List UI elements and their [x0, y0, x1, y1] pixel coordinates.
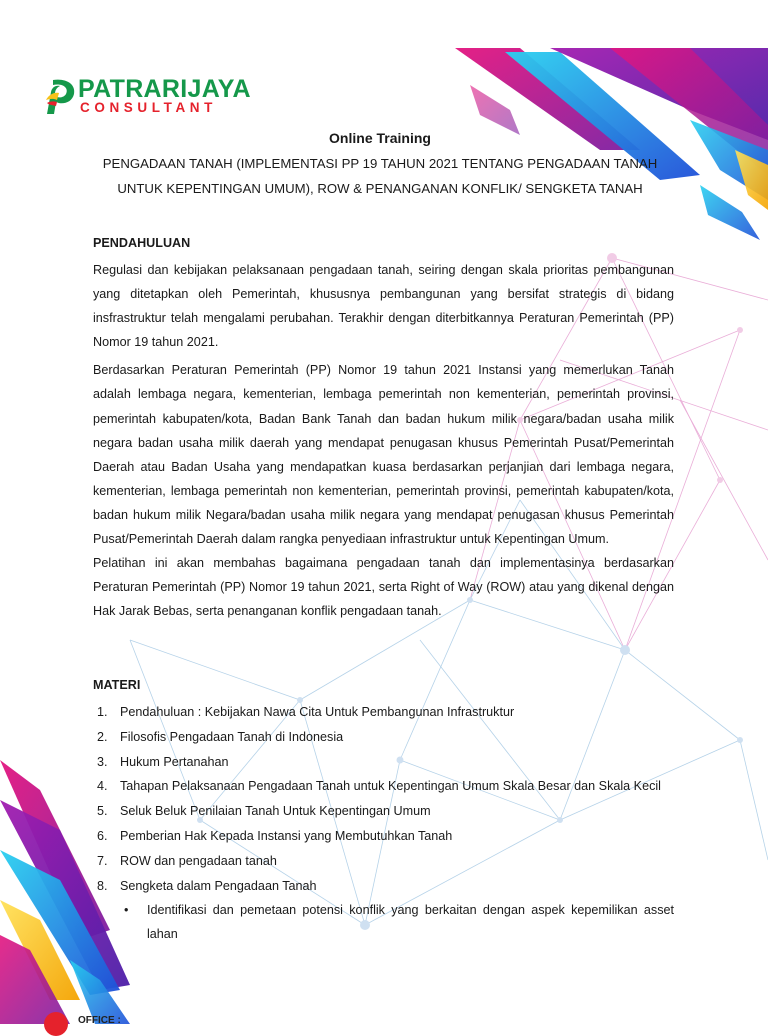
list-item: 8. Sengketa dalam Pengadaan Tanah: [97, 878, 317, 893]
header-title-line-1: PENGADAAN TANAH (IMPLEMENTASI PP 19 TAHUN 2021 TENTANG PENGADAAN TANAH: [102, 156, 658, 171]
paragraph-1: Regulasi dan kebijakan pelaksanaan pengadaan tanah, seiring dengan skala prioritas pembangunan yang ditetapkan oleh Pemerintah, khususnya pembangunan yang bersifat strategis di bidang insfrastruktur telah mengalami perubahan. Terakhir dengan diterbitkannya Peraturan Pemerintah (PP) Nomor 19 tahun 2021.: [93, 263, 674, 350]
list-item: 4. Tahapan Pelaksanaan Pengadaan Tanah untuk Kepentingan Umum Skala Besar dan Skala Kecil: [97, 779, 661, 794]
list-item: 6. Pemberian Hak Kepada Instansi yang Membutuhkan Tanah: [97, 828, 453, 843]
list-item: 5. Seluk Beluk Penilaian Tanah Untuk Kepentingan Umum: [97, 804, 431, 819]
logo-title: PATRARIJAYA: [78, 75, 251, 103]
paragraph-2: Berdasarkan Peraturan Pemerintah (PP) Nomor 19 tahun 2021 Instansi yang memerlukan Tanah adalah lembaga negara, kementerian, lembaga pemerintah non kementerian, pemerintah provinsi, pemerintah kabupaten/kota, Badan Bank Tanah dan badan hukum milik negara/badan usaha milik negara badan usaha milik daerah yang mendapat penugasan khusus Pemerintah Pusat/Pemerintah Daerah atau Badan Usaha yang mendapatkan kuasa berdasarkan perjanjian dari lembaga negara, kementerian, lembaga pemerintah non kementerian, pemerintah provinsi, pemerintah kabupaten/kota, badan hukum milik Negara/badan usaha milik negara yang mendapat penugasan khusus Pemerintah Pusat/Pemerintah Daerah dalam rangka penyediaan infrastruktur untuk Kepentingan Umum.: [93, 363, 674, 547]
logo-mark-icon: [44, 78, 78, 116]
section-pendahuluan: [93, 234, 674, 623]
sub-bullet-text: Identifikasi dan pemetaan potensi konflik yang berkaitan dengan aspek kepemilikan asset lahan: [147, 903, 674, 942]
document-header: [80, 128, 680, 201]
bullet-icon: •: [124, 903, 129, 918]
location-pin-icon: [44, 1012, 68, 1036]
header-kicker: Online Training: [329, 130, 431, 146]
section-heading-materi: MATERI: [93, 678, 141, 692]
logo-subtitle: CONSULTANT: [80, 100, 217, 115]
sub-bullet-item: [93, 898, 674, 946]
company-logo: [44, 76, 254, 116]
list-item: 2. Filosofis Pengadaan Tanah di Indonesia: [97, 729, 344, 744]
paragraph-3: Pelatihan ini akan membahas bagaimana pengadaan tanah dan implementasinya berdasarkan Peraturan Pemerintah (PP) Nomor 19 tahun 2021, serta Right of Way (ROW) atau yang dikenal dengan Hak Jarak Bebas, serta penanganan konflik pengadaan tanah.: [93, 556, 674, 619]
list-item: 3. Hukum Pertanahan: [97, 754, 229, 769]
section-materi: [93, 676, 674, 946]
section-heading-pendahuluan: PENDAHULUAN: [93, 236, 191, 250]
office-label: OFFICE :: [78, 1015, 121, 1026]
materi-list: [93, 703, 674, 895]
list-item: 1. Pendahuluan : Kebijakan Nawa Cita Untuk Pembangunan Infrastruktur: [97, 705, 515, 719]
header-title-line-2: UNTUK KEPENTINGAN UMUM), ROW & PENANGANAN KONFLIK/ SENGKETA TANAH: [117, 180, 643, 196]
list-item: 7. ROW dan pengadaan tanah: [97, 853, 277, 868]
